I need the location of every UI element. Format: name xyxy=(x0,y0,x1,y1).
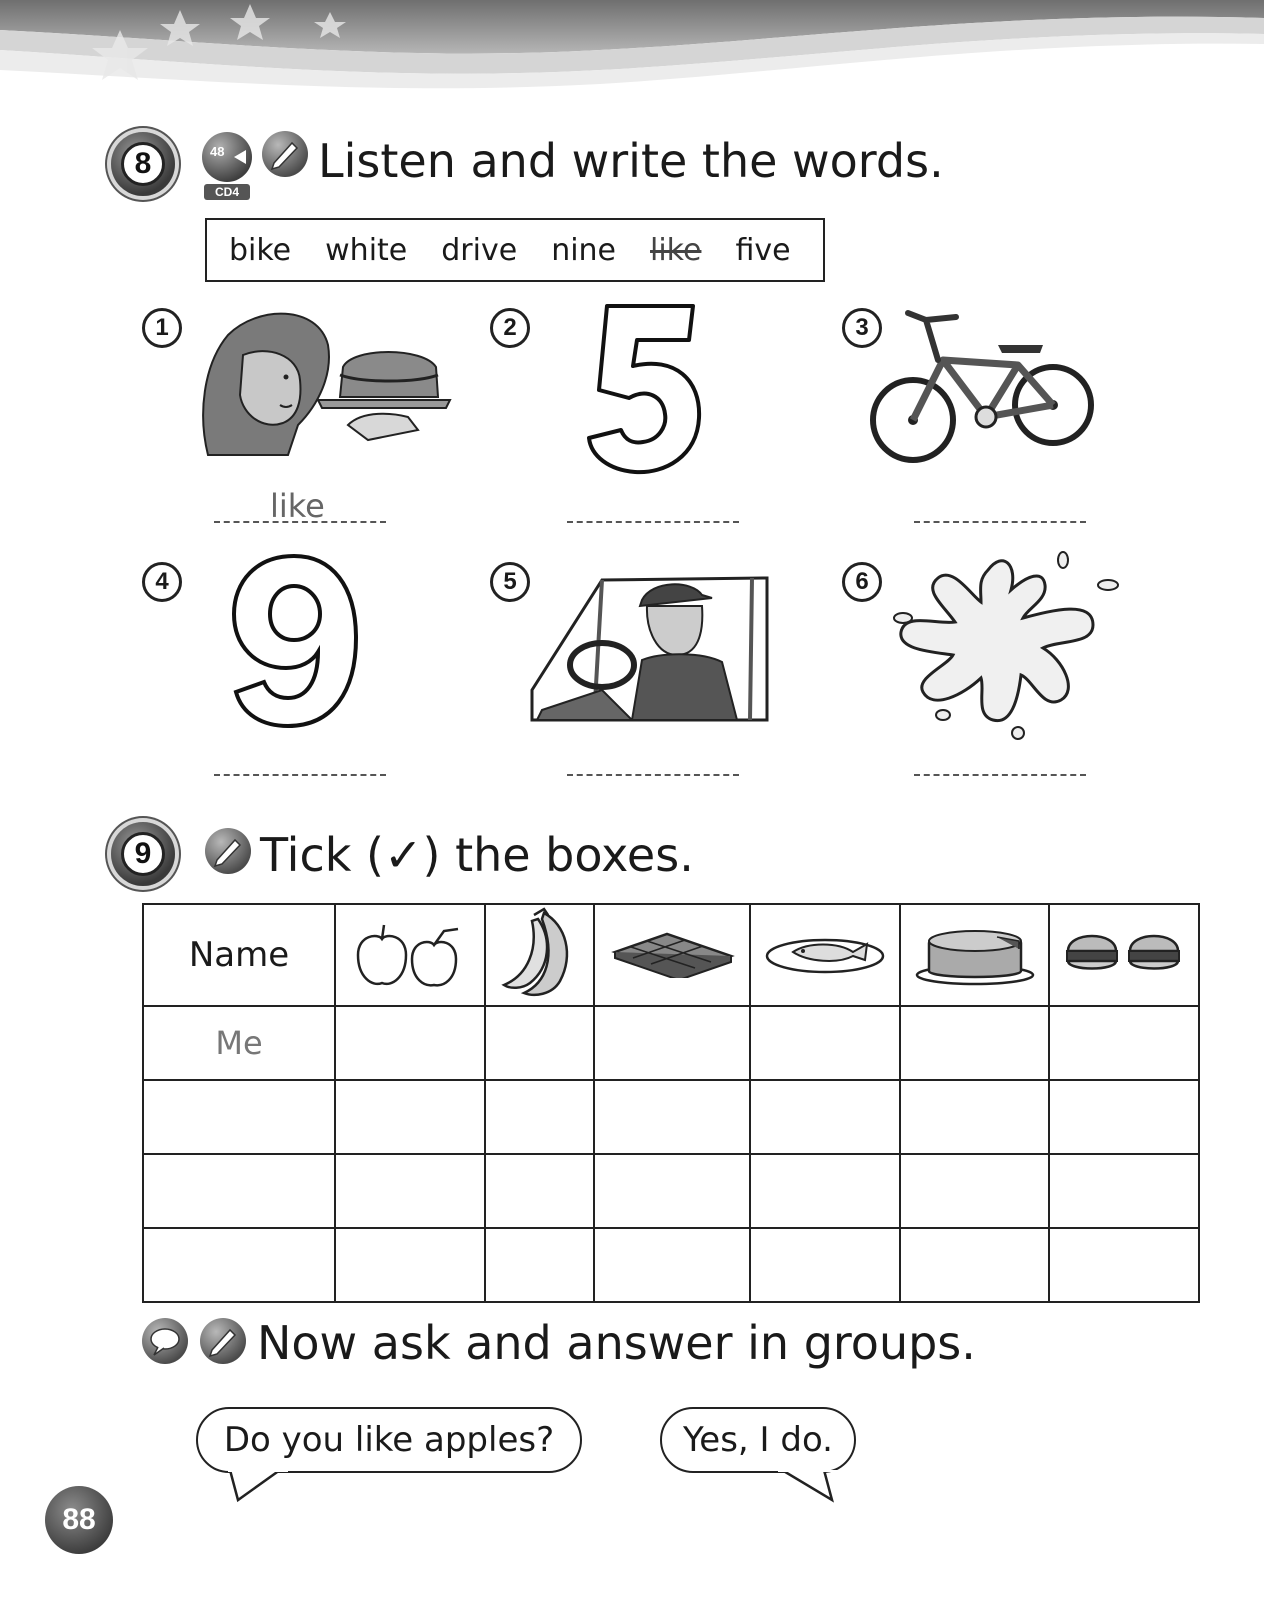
tick-box[interactable] xyxy=(1049,1006,1199,1080)
answer-1-text: like xyxy=(270,487,325,525)
fish-icon xyxy=(750,904,900,1006)
tick-box[interactable] xyxy=(485,1228,594,1302)
table-row xyxy=(143,1154,1199,1228)
table-row xyxy=(143,1006,1199,1080)
followup-title: Now ask and answer in groups. xyxy=(257,1316,976,1370)
tick-box[interactable] xyxy=(1049,1154,1199,1228)
audio-track-icon xyxy=(202,132,252,182)
answer-line-3 xyxy=(914,521,1086,523)
tick-box[interactable] xyxy=(485,1080,594,1154)
tick-box[interactable] xyxy=(1049,1080,1199,1154)
cake-icon xyxy=(900,904,1050,1006)
item-4-number: 4 xyxy=(142,562,182,602)
bubble-tail-icon xyxy=(778,1470,838,1504)
table-header-row xyxy=(143,904,1199,1006)
answer-line-2 xyxy=(567,521,739,523)
tick-box[interactable] xyxy=(1049,1228,1199,1302)
burgers-icon xyxy=(1049,904,1199,1006)
bicycle-picture xyxy=(868,305,1098,465)
item-2-number: 2 xyxy=(490,308,530,348)
girl-with-cake-picture xyxy=(188,305,458,470)
man-driving-picture xyxy=(522,560,772,730)
tick-box[interactable] xyxy=(594,1228,751,1302)
header-decoration xyxy=(0,0,1264,120)
speech-bubble-answer: Yes, I do. xyxy=(660,1407,856,1473)
name-cell[interactable] xyxy=(143,1080,335,1154)
apples-icon xyxy=(335,904,485,1006)
exercise-9-title: Tick (✓) the boxes. xyxy=(260,828,694,882)
tick-box[interactable] xyxy=(750,1080,900,1154)
pencil-icon xyxy=(205,828,251,874)
word-bank-item: five xyxy=(735,232,791,268)
tick-box[interactable] xyxy=(900,1228,1050,1302)
exercise-9-number-badge xyxy=(111,822,175,886)
answer-line-4 xyxy=(214,774,386,776)
number-nine-picture xyxy=(228,552,362,728)
word-bank-item: white xyxy=(325,232,408,268)
tick-box[interactable] xyxy=(335,1154,485,1228)
tick-box[interactable] xyxy=(335,1080,485,1154)
track-number: 48 xyxy=(210,144,225,159)
tick-box[interactable] xyxy=(900,1080,1050,1154)
tick-box[interactable] xyxy=(485,1006,594,1080)
table-row xyxy=(143,1228,1199,1302)
tick-box[interactable] xyxy=(900,1006,1050,1080)
speech-bubble-question: Do you like apples? xyxy=(196,1407,582,1473)
food-tick-table xyxy=(142,903,1200,1303)
tick-box[interactable] xyxy=(335,1006,485,1080)
exercise-8-title: Listen and write the words. xyxy=(318,134,944,188)
cd-label: CD4 xyxy=(204,184,250,200)
name-cell[interactable]: Me xyxy=(143,1006,335,1080)
exercise-8-number: 8 xyxy=(121,142,165,186)
name-column-header: Name xyxy=(143,904,335,1006)
name-cell[interactable] xyxy=(143,1228,335,1302)
bananas-icon xyxy=(485,904,594,1006)
answer-line-6 xyxy=(914,774,1086,776)
tick-box[interactable] xyxy=(594,1006,751,1080)
table-row xyxy=(143,1080,1199,1154)
tick-box[interactable] xyxy=(594,1154,751,1228)
tick-box[interactable] xyxy=(485,1154,594,1228)
exercise-8-number-badge xyxy=(111,132,175,196)
item-5-number: 5 xyxy=(490,562,530,602)
item-3-number: 3 xyxy=(842,308,882,348)
bubble-tail-icon xyxy=(228,1470,288,1504)
item-1-number: 1 xyxy=(142,308,182,348)
chocolate-icon xyxy=(594,904,751,1006)
word-bank-item: bike xyxy=(229,232,292,268)
page-number: 88 xyxy=(45,1486,113,1554)
tick-box[interactable] xyxy=(594,1080,751,1154)
word-bank-item: drive xyxy=(441,232,518,268)
speech-icon xyxy=(142,1318,188,1364)
tick-box[interactable] xyxy=(900,1154,1050,1228)
tick-box[interactable] xyxy=(750,1154,900,1228)
tick-box[interactable] xyxy=(750,1006,900,1080)
tick-box[interactable] xyxy=(335,1228,485,1302)
tick-box[interactable] xyxy=(750,1228,900,1302)
answer-line-5 xyxy=(567,774,739,776)
pencil-icon xyxy=(200,1318,246,1364)
word-bank-item-struck: like xyxy=(650,232,702,268)
number-five-picture xyxy=(585,298,705,478)
item-6-number: 6 xyxy=(842,562,882,602)
pencil-icon xyxy=(262,131,308,177)
exercise-9-number: 9 xyxy=(121,832,165,876)
word-bank-item: nine xyxy=(551,232,617,268)
name-cell[interactable] xyxy=(143,1154,335,1228)
paint-splash-picture xyxy=(893,540,1123,740)
word-bank xyxy=(205,218,825,282)
